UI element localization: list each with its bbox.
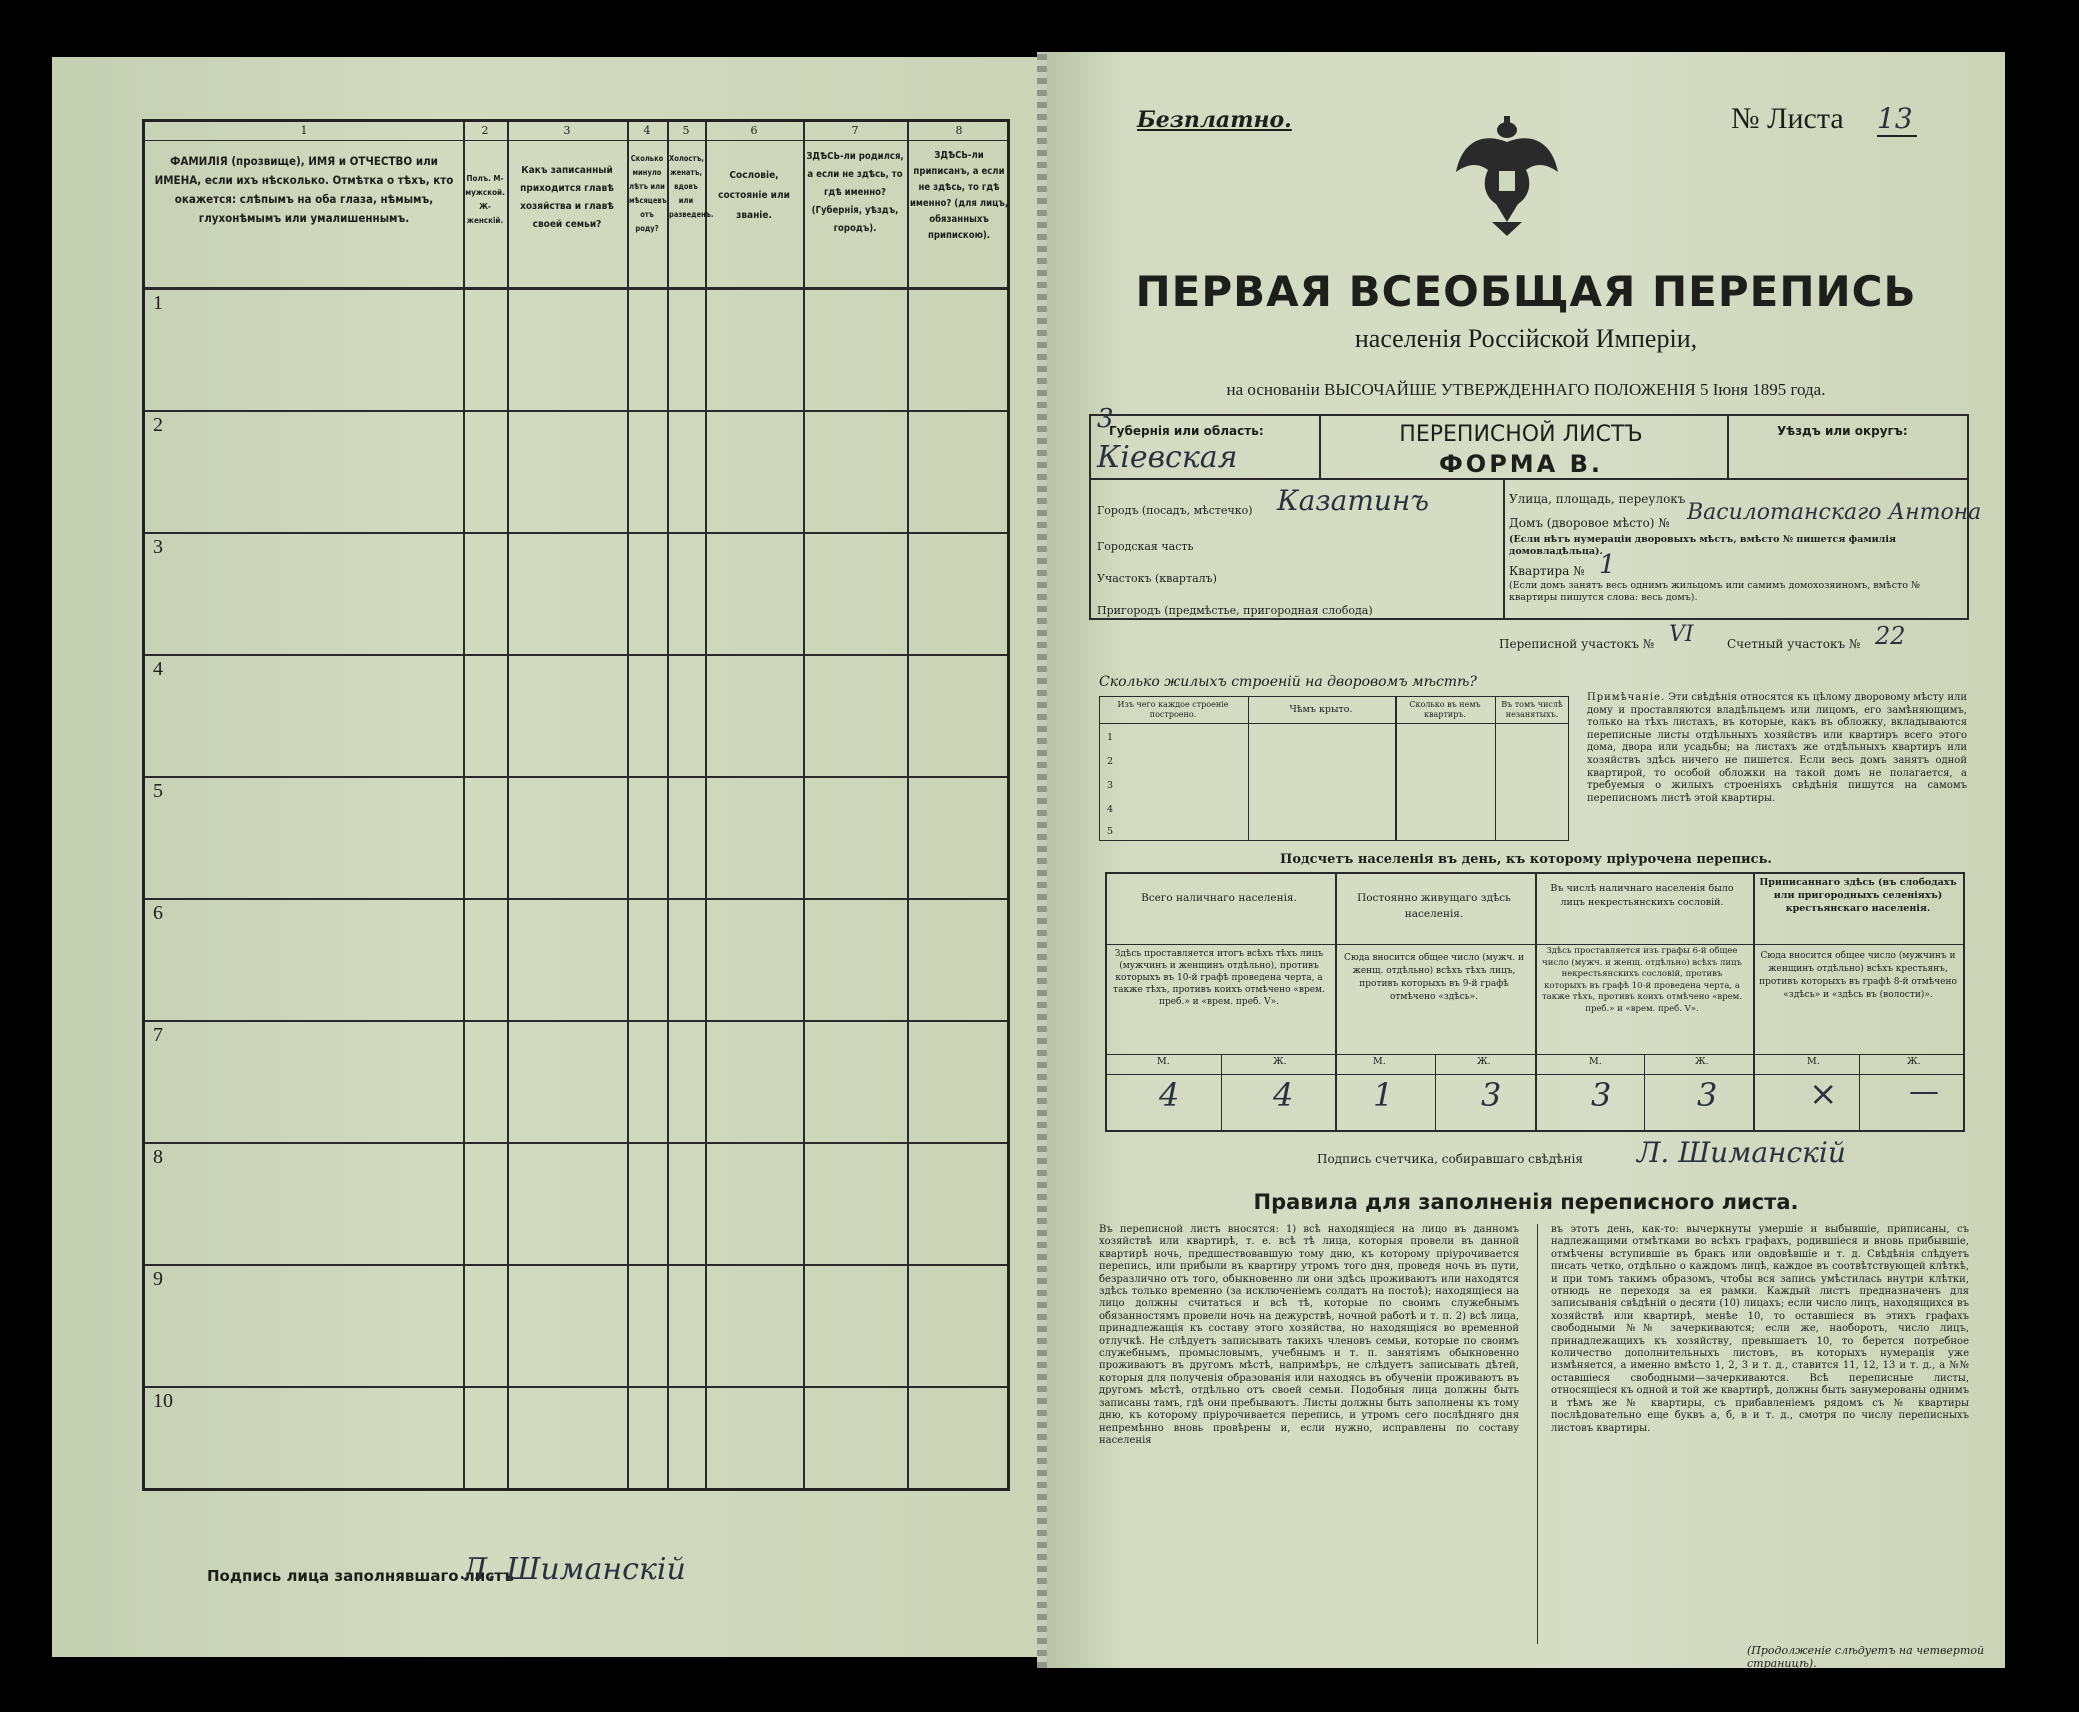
sex-f-label: Ж. [1695, 1056, 1709, 1067]
continuation-note: (Продолженіе слѣдуетъ на четвертой страницѣ). [1747, 1644, 1985, 1670]
sex-f-label: Ж. [1477, 1056, 1491, 1067]
house-note: (Если нѣтъ нумераціи дворовыхъ мѣстъ, вмѣсто № пишется фамилія домовладѣльца). [1509, 534, 1897, 557]
census-district-value: VI [1669, 622, 1694, 647]
row-number: 2 [153, 414, 163, 436]
count-note-peasant: Сюда вносится общее число (мужчинъ и женщинъ отдѣльно) всѣхъ крестьянъ, противъ которыхъ въ графѣ 8-й отмѣчено «здѣсь» и «здѣсь въ (волости)». [1759, 951, 1957, 1000]
house-value: Василотанскаго Антона [1687, 500, 1982, 525]
sex-m-label: М. [1807, 1056, 1820, 1067]
column-number: 1 [300, 124, 308, 137]
imperial-eagle-icon [1452, 112, 1562, 237]
buildings-question: Сколько жилыхъ строеній на дворовомъ мѣстѣ? [1099, 674, 1477, 690]
column-header-birthplace: ЗДѢСЬ-ли родился, а если не здѣсь, то гдѣ именно? (Губернія, уѣздъ, городъ). [806, 151, 904, 234]
count-note-non-peasant: Здѣсь проставляется изъ графы 6-й общее число (мужч. и женщ. отдѣльно) всѣхъ лицъ некрестьянскихъ сословій, противъ которыхъ въ графѣ 10-й проведена черта, а также тѣхъ, противъ коихъ отмѣчено «врем. преб.» и «врем. преб. V». [1541, 946, 1742, 1014]
col-divider [705, 122, 707, 1488]
rules-right-column: въ этотъ день, как-то: вычеркнуты умершіе и выбывшіе, приписаны, съ надлежащими отмѣтками во всѣхъ графахъ, родившіеся и вновь прибывшіе, отмѣчены вступившіе въ бракъ или овдовѣвшіе и т. д. Свѣдѣнія слѣдуетъ писать четко, отдѣльно о каждомъ лицѣ, каждое въ соотвѣтствующей клѣткѣ, и при томъ такимъ образомъ, чтобы вся запись умѣстилась внутри клѣтки, отнюдь не переходя за ея рамки. Каждый листъ предназначенъ для записыванія свѣдѣній о десяти (10) лицахъ; если число лицъ, находящихся въ хозяйствѣ или квартирѣ, менѣе 10, то оставшіеся въ этихъ графахъ свободными №№ зачеркиваются; если же, наоборотъ, число лицъ, принадлежащихъ къ хозяйству, превышаетъ 10, то берется потребное количество дополнительныхъ листовъ, въ которыхъ нумерація уже измѣняется, а именно вмѣсто 1, 2, 3 и т. д., ставится 11, 12, 13 и т. д., а №№ оставшіеся свободными—зачеркиваются. Всѣ переписные листы, относящіеся къ одной и той же квартирѣ, должны быть занумерованы однимъ и тѣмъ же № квартиры, съ прибавленіемъ рядомъ съ № квартиры послѣдовательно еще буквъ а, б, в и т. д., смотря по числу переписныхъ листовъ квартиры. [1551, 1224, 1969, 1434]
sheet-number-value: 13 [1877, 102, 1917, 137]
count-value: × [1809, 1074, 1838, 1114]
count-note-permanent: Сюда вносится общее число (мужч. и женщ. отдѣльно) всѣхъ тѣхъ лицъ, противъ которыхъ въ 9-й графѣ отмѣчено «здѣсь». [1343, 953, 1525, 1002]
row-number: 3 [153, 536, 163, 558]
count-district-label: Счетный участокъ № [1727, 637, 1861, 651]
province-mark: 3 [1097, 404, 1114, 434]
row-number: 7 [153, 1024, 163, 1046]
col-divider [803, 122, 805, 1488]
house-label: Домъ (дворовое мѣсто) № [1509, 516, 1670, 530]
sex-m-label: М. [1373, 1056, 1386, 1067]
col-divider [627, 122, 629, 1488]
form-type: ФОРМА В. [1438, 450, 1603, 478]
col-divider [667, 122, 669, 1488]
row-number: 5 [153, 780, 163, 802]
row-line [145, 532, 1007, 534]
buildings-row-number: 5 [1107, 826, 1114, 837]
buildings-row-number: 2 [1107, 756, 1114, 767]
rules-title: Правила для заполненія переписного листа. [1253, 1190, 1799, 1214]
row-line [145, 1020, 1007, 1022]
count-header-non-peasant: Въ числѣ наличнаго населенія было лицъ некрестьянскихъ сословій. [1550, 883, 1734, 908]
province-value: Кіевская [1097, 440, 1238, 475]
count-district-value: 22 [1875, 622, 1906, 650]
row-line [145, 654, 1007, 656]
row-number: 1 [153, 292, 163, 314]
count-value: — [1909, 1074, 1939, 1109]
census-district-label: Переписной участокъ № [1499, 637, 1655, 651]
count-value: 4 [1273, 1076, 1294, 1114]
col-divider [907, 122, 909, 1488]
enumerator-label: Подпись счетчика, собиравшаго свѣдѣнія [1317, 1152, 1583, 1166]
row-number: 8 [153, 1146, 163, 1168]
row-line [145, 1142, 1007, 1144]
column-number: 2 [481, 124, 489, 137]
apartment-note: (Если домъ занятъ весь однимъ жильцомъ или самимъ домохозяиномъ, вмѣсто № квартиры пишутся слова: весь домъ). [1509, 580, 1921, 603]
note-text: Эти свѣдѣнія относятся къ цѣлому дворовому мѣсту или дому и проставляются владѣльцемъ или лицомъ, его замѣняющимъ, только на тѣхъ листахъ, въ которые, какъ въ обложку, вкладываются переписные листы отдѣльныхъ хозяйствъ или квартиръ всего этого дома, двора или усадьбы; на листахъ же отдѣльныхъ квартиръ или хозяйствъ здѣсь ничего не пишется. Если весь домъ занятъ одной квартирой, то особой обложки на такой домъ не полагается, а требуемыя о жилыхъ строеніяхъ свѣдѣнія пишутся на самомъ переписномъ листѣ этой квартиры. [1587, 692, 1968, 804]
street-label: Улица, площадь, переулокъ [1509, 492, 1686, 506]
row-number: 9 [153, 1268, 163, 1290]
district-label: Уѣздъ или округъ: [1777, 424, 1908, 438]
column-header-estate: Сословіе, состояніе или званіе. [718, 170, 790, 221]
row-line [145, 410, 1007, 412]
form-title: ПЕРЕПИСНОЙ ЛИСТЪ [1399, 422, 1643, 447]
sheet-number-label: № Листа [1731, 102, 1844, 135]
buildings-row-number: 4 [1107, 804, 1114, 815]
sex-m-label: М. [1589, 1056, 1602, 1067]
row-number: 4 [153, 658, 163, 680]
enumerator-signature: Л. Шиманскій [1637, 1136, 1846, 1169]
column-number: 8 [955, 124, 963, 137]
col-divider [463, 122, 465, 1488]
count-title: Подсчетъ населенія въ день, къ которому пріурочена перепись. [1280, 852, 1772, 867]
province-label: Губернія или область: [1109, 424, 1264, 438]
city-label: Городъ (посадъ, мѣстечко) [1097, 504, 1253, 517]
number-row-line [145, 140, 1007, 141]
sex-f-label: Ж. [1273, 1056, 1287, 1067]
left-page [52, 57, 1037, 1657]
row-line [145, 776, 1007, 778]
header-bottom-line [145, 287, 1007, 290]
main-title: ПЕРВАЯ ВСЕОБЩАЯ ПЕРЕПИСЬ [1135, 267, 1917, 316]
column-header-marital: Холостъ, женатъ, вдовъ или разведенъ. [669, 154, 714, 219]
count-header-total: Всего наличнаго населенія. [1141, 892, 1297, 904]
buildings-header-roof: Чѣмъ крыто. [1289, 704, 1353, 715]
apartment-label: Квартира № [1509, 564, 1585, 578]
count-note-total: Здѣсь проставляется итогъ всѣхъ тѣхъ лицъ (мужчинъ и женщинъ отдѣльно), противъ которыхъ въ 10-й графѣ проведена черта, а также тѣхъ, противъ коихъ отмѣчено «врем. преб.» и «врем. преб. V». [1113, 949, 1325, 1007]
column-number: 4 [643, 124, 651, 137]
column-number: 6 [750, 124, 758, 137]
count-value: 4 [1159, 1076, 1180, 1114]
suburb-label: Пригородъ (предмѣстье, пригородная слобода) [1097, 604, 1373, 617]
buildings-header-apartments: Сколько въ немъ квартиръ. [1409, 700, 1481, 719]
column-header-relation: Какъ записанный приходится главѣ хозяйства и главѣ своей семьи? [520, 165, 614, 230]
buildings-header-vacant: Въ томъ числѣ незанятыхъ. [1501, 700, 1563, 719]
signature-handwriting: Л. Шиманскій [462, 1552, 686, 1587]
count-value: 3 [1481, 1076, 1502, 1114]
rules-divider [1537, 1224, 1538, 1644]
basis-line: на основаніи ВЫСОЧАЙШЕ УТВЕРЖДЕННАГО ПОЛОЖЕНІЯ 5 Іюня 1895 года. [1226, 380, 1826, 399]
sex-f-label: Ж. [1907, 1056, 1921, 1067]
column-header-sex: Полъ. М-мужской. Ж-женскій. [465, 174, 505, 225]
row-number: 6 [153, 902, 163, 924]
free-label: Безплатно. [1137, 107, 1292, 133]
row-number: 10 [153, 1390, 173, 1412]
count-value: 3 [1591, 1076, 1612, 1114]
count-value: 1 [1373, 1076, 1394, 1114]
apartment-value: 1 [1599, 550, 1616, 580]
row-line [145, 1386, 1007, 1388]
column-header-name: ФАМИЛІЯ (прозвище), ИМЯ и ОТЧЕСТВО или ИМЕНА, если ихъ нѣсколько. Отмѣтка о тѣхъ, кто окажется: слѣпымъ на оба глаза, нѣмымъ, глухонѣмымъ или умалишеннымъ. [154, 154, 454, 225]
city-value: Казатинъ [1277, 484, 1430, 517]
city-part-label: Городская часть [1097, 540, 1194, 553]
buildings-header-material: Изъ чего каждое строеніе построено. [1117, 700, 1229, 719]
column-number: 3 [563, 124, 571, 137]
precinct-label: Участокъ (кварталъ) [1097, 572, 1217, 585]
note-title: Примѣчаніе. [1587, 692, 1666, 703]
count-header-peasant: Приписаннаго здѣсь (въ слободахъ или пригородныхъ селеніяхъ) крестьянскаго населенія. [1759, 877, 1957, 914]
rules-left-column: Въ переписной листъ вносятся: 1) всѣ находящіеся на лицо въ данномъ хозяйствѣ или квартирѣ, т. е. всѣ тѣ лица, которыя провели въ данной квартирѣ ночь, предшествовавшую тому дню, къ которому пріурочивается перепись, или прибыли въ квартиру утромъ того дня, проведя ночь въ пути, безразлично отъ того, обыкновенно ли они здѣсь проживаютъ или находятся здѣсь только временно (за исключеніемъ солдатъ на постоѣ); находящіеся на лицо должны считаться и всѣ тѣ, которые по своимъ служебнымъ обязанностямъ провели ночь на дежурствѣ, ночной работѣ и т. п. 2) всѣ лица, принадлежащія къ составу этого хозяйства, но находящіяся во временной отлучкѣ. Не слѣдуетъ записывать такихъ членовъ семьи, которые по своимъ служебнымъ, промысловымъ, учебнымъ и т. п. занятіямъ обыкновенно проживаютъ въ другомъ мѣстѣ, напримѣръ, не слѣдуетъ записывать дѣтей, которыя для полученія образованія или находясь въ обученіи проживаютъ въ другомъ мѣстѣ, отдѣльно отъ своей семьи. Подобныя лица должны быть записаны тамъ, гдѣ они пребываютъ. Листы должны быть заполнены къ тому дню, къ которому пріурочивается перепись, и утромъ сего послѣдняго дня непремѣнно вновь провѣрены и, если нужно, исправлены по составу населенія [1099, 1224, 1519, 1446]
column-header-registered: ЗДѢСЬ-ли приписанъ, а если не здѣсь, то гдѣ именно? (для лицъ, обязанныхъ припискою). [909, 150, 1009, 241]
right-page [1047, 52, 2005, 1668]
sex-m-label: М. [1157, 1056, 1170, 1067]
buildings-row-number: 3 [1107, 780, 1114, 791]
column-header-age: Сколько минуло лѣтъ или мѣсяцевъ отъ роду? [629, 154, 667, 233]
signature-label: Подпись лица заполнявшаго листъ [207, 1567, 515, 1585]
subtitle: населенія Россійской Имперіи, [1354, 324, 1698, 353]
note-block [1587, 692, 1967, 805]
count-header-permanent: Постоянно живущаго здѣсь населенія. [1357, 892, 1511, 920]
count-value: 3 [1697, 1076, 1718, 1114]
row-line [145, 1264, 1007, 1266]
col-divider [507, 122, 509, 1488]
census-table [142, 119, 1010, 1491]
buildings-row-number: 1 [1107, 732, 1114, 743]
column-number: 5 [682, 124, 690, 137]
column-number: 7 [851, 124, 859, 137]
row-line [145, 898, 1007, 900]
